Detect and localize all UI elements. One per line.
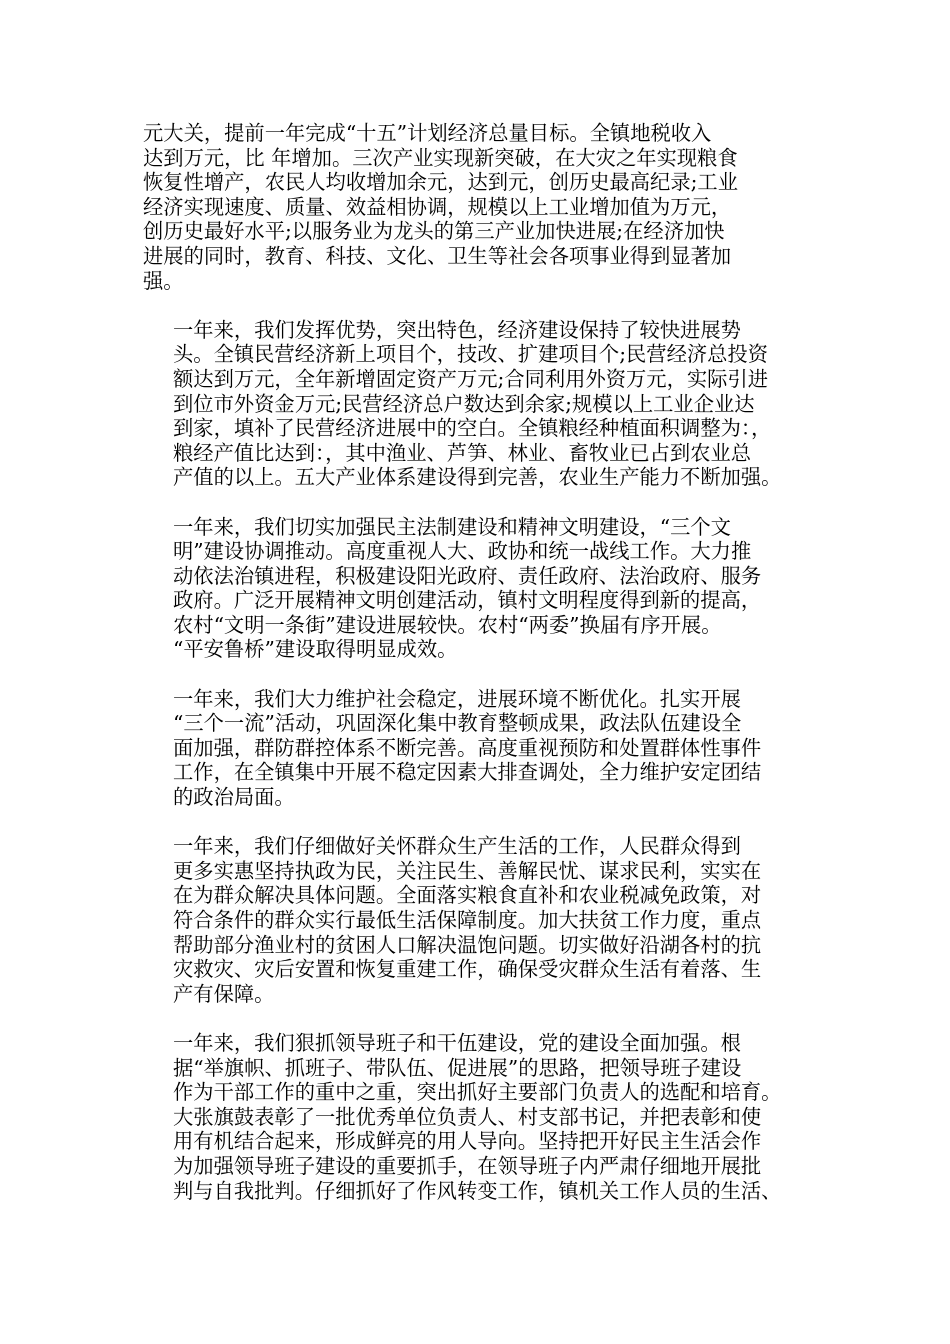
paragraph-line: 在为群众解决具体问题。全面落实粮食直补和农业税减免政策，对 <box>173 883 762 908</box>
paragraph-line: 产值的以上。五大产业体系建设得到完善，农业生产能力不断加强。 <box>173 465 782 490</box>
paragraph-line: 农村“文明一条街”建设进展较快。农村“两委”换届有序开展。 <box>173 612 722 637</box>
paragraph <box>143 687 813 810</box>
document-body <box>143 121 813 1228</box>
paragraph-line: 经济实现速度、质量、效益相协调，规模以上工业增加值为万元， <box>143 194 732 219</box>
paragraph-line: 更多实惠坚持执政为民，关注民生、善解民忧、谋求民利，实实在 <box>173 858 762 883</box>
paragraph-line: 符合条件的群众实行最低生活保障制度。加大扶贫工作力度，重点 <box>173 908 762 932</box>
paragraph-line: 一年来，我们发挥优势，突出特色，经济建设保持了较快进展势 <box>173 317 741 342</box>
paragraph-line: 动依法治镇进程，积极建设阳光政府、责任政府、法治政府、服务 <box>173 563 762 588</box>
paragraph-line: 为加强领导班子建设的重要抓手，在领导班子内严肃仔细地开展批 <box>173 1153 762 1178</box>
paragraph-line: 据“举旗帜、抓班子、带队伍、促进展”的思路，把领导班子建设 <box>173 1055 742 1080</box>
paragraph-line: 恢复性增产，农民人均收增加余元，达到元，创历史最高纪录;工业 <box>143 170 738 195</box>
paragraph-line: 帮助部分渔业村的贫困人口解决温饱问题。切实做好沿湖各村的抗 <box>173 932 762 957</box>
paragraph-line: 一年来，我们狠抓领导班子和干伍建设，党的建设全面加强。根 <box>173 1030 741 1055</box>
paragraph <box>143 121 813 293</box>
paragraph-line: 面加强，群防群控体系不断完善。高度重视预防和处置群体性事件 <box>173 735 762 760</box>
paragraph-line: 工作，在全镇集中开展不稳定因素大排查调处，全力维护安定团结 <box>173 760 762 785</box>
paragraph-line: 额达到万元，全年新增固定资产万元;合同利用外资万元，实际引进 <box>173 366 768 391</box>
paragraph-line: 到位市外资金万元;民营经济总户数达到余家;规模以上工业企业达 <box>173 391 755 416</box>
paragraph-line: “三个一流”活动，巩固深化集中教育整顿成果，政法队伍建设全 <box>173 711 742 736</box>
paragraph <box>143 515 813 663</box>
paragraph-line: 头。全镇民营经济新上项目个，技改、扩建项目个;民营经济总投资 <box>173 342 768 367</box>
paragraph-line: 一年来，我们切实加强民主法制建设和精神文明建设，“三个文 <box>173 514 731 539</box>
paragraph-line: 用有机结合起来，形成鲜亮的用人导向。坚持把开好民主生活会作 <box>173 1129 762 1154</box>
paragraph-line: 明”建设协调推动。高度重视人大、政协和统一战线工作。大力推 <box>173 539 752 564</box>
paragraph <box>143 834 813 1006</box>
paragraph-line: 进展的同时，教育、科技、文化、卫生等社会各项事业得到显著加 <box>143 243 732 268</box>
paragraph-line: 一年来，我们大力维护社会稳定，进展环境不断优化。扎实开展 <box>173 686 741 711</box>
paragraph-line: 到家，填补了民营经济进展中的空白。全镇粮经种植面积调整为：， <box>173 416 772 441</box>
paragraph-line: 元大关，提前一年完成“十五”计划经济总量目标。全镇地税收入 <box>143 121 712 145</box>
paragraph-line: 大张旗鼓表彰了一批优秀单位负责人、村支部书记，并把表彰和使 <box>173 1104 762 1129</box>
paragraph-line: 产有保障。 <box>173 981 275 1006</box>
paragraph-line: 一年来，我们仔细做好关怀群众生产生活的工作，人民群众得到 <box>173 834 741 859</box>
paragraph-line: 的政治局面。 <box>173 785 295 810</box>
paragraph-line: 达到万元，比 年增加。三次产业实现新突破，在大灾之年实现粮食 <box>143 145 738 170</box>
paragraph-line: 创历史最好水平;以服务业为龙头的第三产业加快进展;在经济加快 <box>143 219 725 244</box>
paragraph-line: 粮经产值比达到：，其中渔业、芦笋、林业、畜牧业已占到农业总 <box>173 440 752 465</box>
paragraph-line: 判与自我批判。仔细抓好了作风转变工作，镇机关工作人员的生活、 <box>173 1178 782 1203</box>
paragraph-line: 灾救灾、灾后安置和恢复重建工作，确保受灾群众生活有着落、生 <box>173 957 762 982</box>
paragraph-line: 强。 <box>143 268 184 293</box>
paragraph-line: “平安鲁桥”建设取得明显成效。 <box>173 637 458 662</box>
paragraph <box>143 318 813 490</box>
paragraph <box>143 1031 813 1203</box>
paragraph-line: 政府。广泛开展精神文明创建活动，镇村文明程度得到新的提高， <box>173 588 762 613</box>
paragraph-line: 作为干部工作的重中之重，突出抓好主要部门负责人的选配和培育。 <box>173 1080 782 1105</box>
